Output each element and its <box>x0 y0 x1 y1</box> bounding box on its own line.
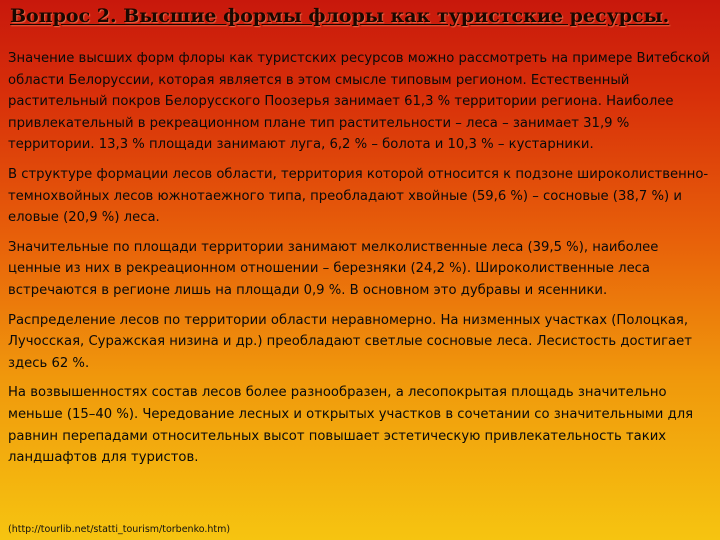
source-link[interactable]: (http://tourlib.net/statti_tourism/torbenko.htm) <box>8 524 231 535</box>
paragraph-5: На возвышенностях состав лесов более разнообразен, а лесопокрытая площадь значительно меньше (15–40 %). Чередование лесных и открытых участков в сочетании со значительными для равнин перепадами относительных высот повышает эстетическую привлекательность таких ландшафтов для туристов. <box>8 385 694 466</box>
paragraph-2: В структуре формации лесов области, территория которой относится к подзоне широколиственно-темнохвойных лесов южнотаежного типа, преобладают хвойные (59,6 %) – сосновые (38,7 %) и еловые (20,9 %) леса. <box>8 166 709 226</box>
paragraph-3: Значительные по площади территории занимают мелколиственные леса (39,5 %), наиболее ценные из них в рекреационном отношении – березняки (24,2 %). Широколиственные леса встречаются в регионе лишь на площади 0,9 %. В основном это дубравы и ясенники. <box>8 239 659 298</box>
slide-title: Вопрос 2. Высшие формы флоры как туристские ресурсы. <box>10 5 670 27</box>
slide-body <box>8 48 714 475</box>
paragraph-1: Значение высших форм флоры как туристских ресурсов можно рассмотреть на примере Витебской области Белоруссии, которая является в этом смысле типовым регионом. Естественный растительный покров Белорусского Поозерья занимает 61,3 % территории региона. Наиболее привлекательный в рекреационном плане тип растительности – леса – занимает 31,9 % территории. 13,3 % площади занимают луга, 6,2 % – болота и 10,3 % – кустарники. <box>8 51 710 153</box>
paragraph-4: Распределение лесов по территории области неравномерно. На низменных участках (Полоцкая, Лучосская, Суражская низина и др.) преобладают светлые сосновые леса. Лесистость достигает здесь 62 %. <box>8 312 692 371</box>
